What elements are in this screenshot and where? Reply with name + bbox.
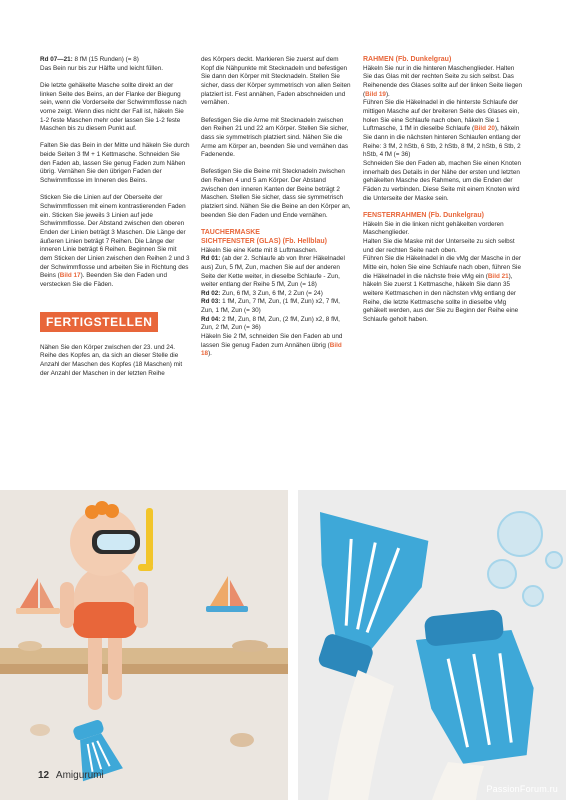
instruction-line: [201, 255, 353, 290]
text-column-2: [201, 56, 353, 359]
paragraph-text: Führen Sie die Häkelnadel in die hinterste Schlaufe der mittigen Masche auf der breiteren Seite des Glases ein, holen Sie eine Schlaufe nach oben, häkeln Sie 1 Luftmasche, 1 fM in dieselbe Schlaufe (: [363, 99, 520, 133]
color-note: (Fb. Hellblau): [280, 237, 328, 245]
figure-reference: Bild 20: [474, 125, 495, 133]
paragraph: Befestigen Sie die Beine mit Stecknadeln zwischen den Reihen 4 und 5 am Körper. Der Abstand zwischen den inneren Kanten der Beine beträgt 2 Maschen. Stellen Sie sicher, dass sie symmetrisch platziert sind. Nähen Sie die Beine an den Körper an, beenden Sie den Faden und Ende vernähen.: [201, 168, 351, 219]
row-label: Rd 01:: [201, 255, 221, 263]
row-label: Rd 03:: [201, 298, 221, 306]
subheading-text: FENSTERRAHMEN: [363, 211, 427, 219]
paragraph-text: ).: [385, 90, 390, 98]
diver-doll-illustration: [0, 490, 288, 800]
paragraph: des Körpers deckt. Markieren Sie zuerst auf dem Kopf die Nähpunkte mit Stecknadeln und befestigen Sie dann den Körper mit Stecknadeln. Stellen Sie sicher, dass der Körper symmetrisch von allen Seiten platziert ist. Fest annähen, Faden abschneiden und vernähen.: [201, 56, 351, 107]
subheading: TAUCHERMASKE: [201, 228, 260, 236]
paragraph: Falten Sie das Bein in der Mitte und häkeln Sie durch beide Seiten 3 fM + 1 Kettmasche. Schneiden Sie den Faden ab, lassen Sie genug Faden zum Nähen übrig. Vernähen Sie den übrigen Faden der Schwimmflosse im Inneren des Beins.: [40, 142, 190, 185]
instruction-line: [363, 65, 523, 100]
row-text: 1 fM, Zun, 7 fM, Zun, (1 fM, Zun) x2, 7 fM, Zun, 1 fM, Zun (= 30): [201, 298, 340, 315]
paragraph-text: Sticken Sie die Linien auf der Oberseite der Schwimmflossen mit einem kontrastierenden Faden ein. Sticken Sie jeweils 3 Linien auf jede Schwimmflosse. Der Abstand zwischen den oberen Enden der Linien beträgt 3 Maschen. Die Länge der äußeren Linien beträgt 7 Reihen. Die Länge der inneren Linie beträgt 6 Reihen. Beginnen Sie mit dem Sticken der Linien zwischen den Reihen 2 und 3 der Schwimmflosse und arbeiten Sie in Richtung des Beins (: [40, 194, 190, 280]
instruction-line: [201, 298, 353, 315]
row-label: Rd 07—21:: [40, 56, 73, 63]
row-text: (ab der 2. Schlaufe ab von Ihrer Häkelnadel aus) Zun, 5 fM, Zun, machen Sie auf der anderen Seite der Kette weiter, in dieselbe Schlaufe - Zun, weiter entlang der Reihe 5 fM, Zun (= 18): [201, 255, 345, 289]
paragraph: Schneiden Sie den Faden ab, machen Sie einen Knoten innerhalb des Details in der Nähe der ersten und letzten gehäkelten Masche des Rahmens, um die Enden der Fäden zu verbinden. Diese Seite mit einem Knoten wird die Unterseite der Maske sein.: [363, 160, 522, 202]
figure-reference: Bild 18: [201, 341, 342, 358]
instruction-line: [363, 255, 523, 324]
paragraph: Die letzte gehäkelte Masche sollte direkt an der linken Seite des Beins, an der Flanke der Biegung sein, wenn die Vorderseite der Schwimmflosse nach vorne zeigt. Wenn dies nicht der Fall ist, häkeln Sie 1-2 feste Maschen mehr oder lassen Sie 1-2 feste Maschen bis zu diesem Punkt auf.: [40, 81, 187, 133]
magazine-name: Amigurumi: [55, 770, 104, 781]
section-heading: FERTIGSTELLEN: [40, 312, 158, 332]
page-footer: [38, 770, 104, 781]
photo-diver-doll: [0, 490, 288, 800]
subheading-text: RAHMEN: [363, 56, 394, 63]
row-label: Rd 02:: [201, 289, 221, 297]
text-column-1: [40, 56, 190, 387]
paragraph: [40, 194, 190, 289]
figure-reference: Bild 21: [487, 272, 509, 280]
instruction-line: Häkeln Sie in die linken nicht gehäkelten vorderen Maschenglieder. Halten Sie die Maske mit der Unterseite zu sich selbst und der rechten Seite nach oben.: [363, 220, 515, 254]
paragraph-text: Häkeln Sie nur in die hinteren Maschenglieder. Halten Sie das Glas mit der rechten Seite zu sich selbst. Das Reihenende des Glases sollte auf der linken Seite liegen (: [363, 64, 523, 98]
instruction-line: [363, 99, 523, 160]
row-text: Zun, 6 fM, 3 Zun, 6 fM, 2 Zun (= 24): [220, 289, 323, 297]
section-heading-wrap: [40, 308, 190, 344]
instruction-line: Häkeln Sie eine Kette mit 8 Luftmaschen.: [201, 246, 318, 254]
paragraph: Befestigen Sie die Arme mit Stecknadeln zwischen den Reihen 21 und 22 am Körper. Stellen Sie sicher, dass sie symmetrisch platziert sind. Nähen Sie die Arme am Körper an, beenden Sie und vernähen das Fadenende.: [201, 116, 349, 159]
paragraph-text: ), häkeln Sie zuerst 1 Kettmasche, häkeln Sie dann 35 weitere Kettmaschen in den nächsten vMg entlang der Reihe, die letzte Kettmasche sollte in dieselbe vMg gehäkelt werden, aus der Sie zu Beginn der Reihe eine Schlaufe geholt haben.: [363, 272, 519, 323]
row-text: ).: [208, 350, 212, 358]
subheading: [201, 238, 353, 247]
subheading: [363, 212, 523, 221]
row-text: 2 fM, Zun, 8 fM, Zun, (2 fM, Zun) x2, 8 fM, Zun, 2 fM, Zun (= 36): [201, 315, 340, 332]
paragraph-text: ), häkeln Sie dann in die nächsten hinteren Schlaufen entlang der Reihe: 3 fM, 2 hStb, 6 Stb, 2 hStb, 8 fM, 2 hStb, 6 Stb, 2 hStb, 4 fM (= 36): [363, 125, 521, 159]
subheading-text: SICHTFENSTER (GLAS): [201, 237, 281, 245]
figure-reference: Bild 19: [365, 90, 386, 98]
row-text: Häkeln Sie 2 fM, schneiden Sie den Faden ab und lassen Sie genug Faden zum Annähen übrig (: [201, 333, 343, 349]
instruction-line: [201, 290, 353, 299]
instruction-line: [201, 333, 353, 359]
color-note: (Fb. Dunkelgrau): [393, 56, 452, 63]
row-label: Rd 04:: [201, 315, 221, 323]
instruction-line: [201, 316, 353, 333]
paragraph: [40, 56, 190, 73]
row-text: 8 fM (15 Runden) (= 8) Das Bein nur bis zur Hälfte und leicht füllen.: [40, 56, 164, 72]
photo-fins-closeup: [298, 490, 566, 800]
page-number: 12: [38, 770, 50, 781]
paragraph-text: ). Beenden Sie den Faden und verstecken Sie die Fäden.: [40, 272, 167, 288]
paragraph-text: Führen Sie die Häkelnadel in die vMg der Masche in der Mitte ein, holen Sie eine Schlaufe nach oben, führen Sie die Häkelnadel in die nächste freie vMg ein (: [363, 255, 521, 280]
text-column-3: [363, 56, 523, 325]
paragraph: Nähen Sie den Körper zwischen der 23. und 24. Reihe des Kopfes an, da sich an dieser Stelle die Anzahl der Maschen des Kopfes (18 Maschen) mit der Anzahl der Maschen in der letzten Reihe: [40, 343, 183, 377]
figure-reference: Bild 17: [59, 272, 81, 280]
color-note: (Fb. Dunkelgrau): [426, 211, 484, 219]
watermark: PassionForum.ru: [486, 784, 558, 794]
subheading: [363, 56, 523, 65]
fins-illustration: [298, 490, 566, 800]
